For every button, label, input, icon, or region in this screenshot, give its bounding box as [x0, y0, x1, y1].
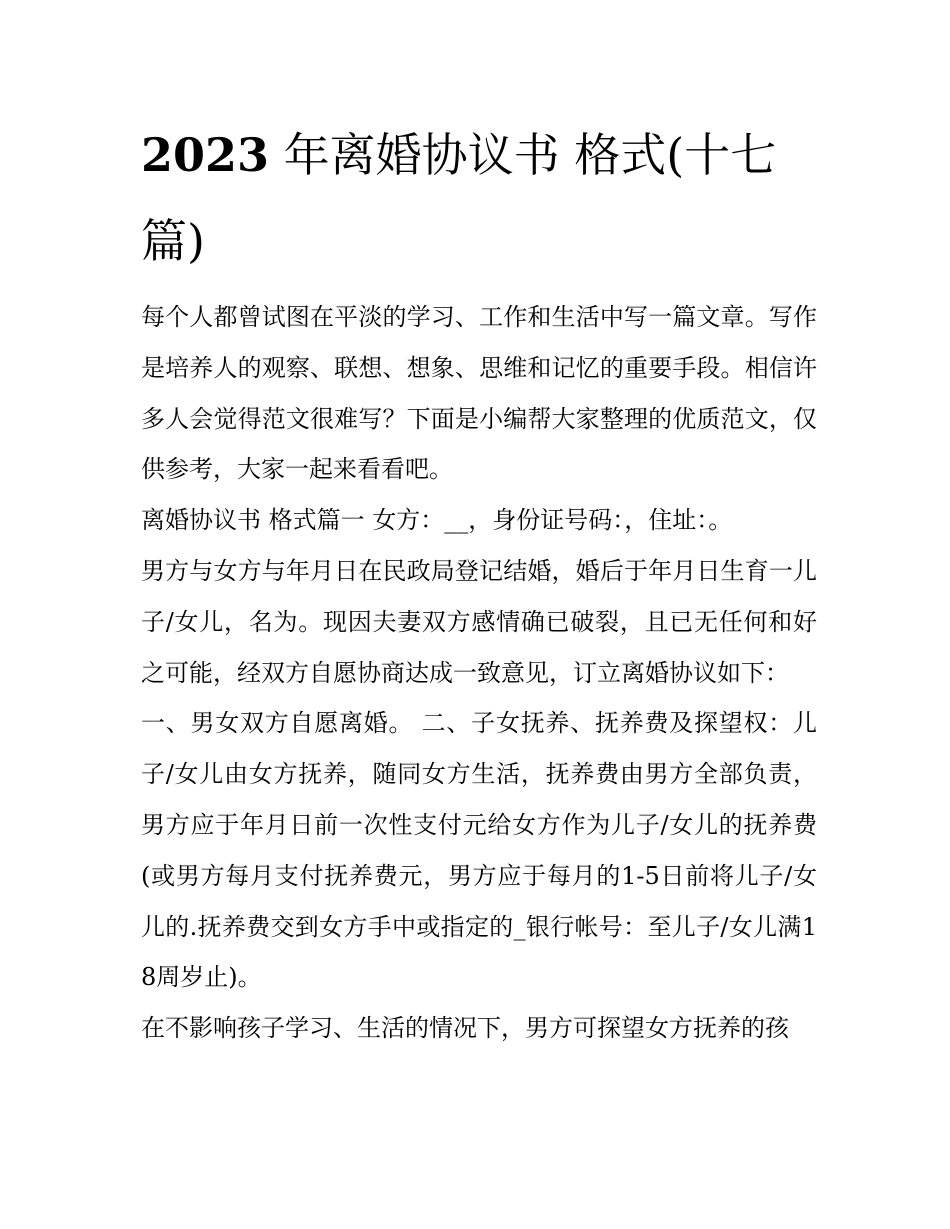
paragraph-clauses: 一、男女双方自愿离婚。 二、子女抚养、抚养费及探望权：儿子/女儿由女方抚养，随同女方生活，抚养费由男方全部负责，男方应于年月日前一次性支付元给女方作为儿子/女儿的抚养费(或男方每月支付抚养费元，男方应于每月的1-5日前将儿子/女儿的.抚养费交到女方手中或指定的_银行帐号：至儿子/女儿满18周岁止)。: [141, 709, 817, 992]
document-title: [141, 112, 817, 284]
paragraph-intro: 每个人都曾试图在平淡的学习、工作和生活中写一篇文章。写作是培养人的观察、联想、想象、思维和记忆的重要手段。相信许多人会觉得范文很难写？下面是小编帮大家整理的优质范文，仅供参考，大家一起来看看吧。: [141, 303, 817, 484]
paragraph-visitation: 在不影响孩子学习、生活的情况下，男方可探望女方抚养的孩: [141, 1014, 789, 1043]
document-body: [141, 292, 817, 1054]
title-year: 2023: [141, 128, 270, 182]
paragraph-parties: 离婚协议书 格式篇一 女方：__，身份证号码：，住址：。: [141, 506, 733, 535]
title-text: 年离婚协议书 格式(十七篇): [141, 128, 777, 268]
document-page: [141, 112, 817, 1054]
paragraph-marriage-info: 男方与女方与年月日在民政局登记结婚，婚后于年月日生育一儿子/女儿，名为。现因夫妻双方感情确已破裂，且已无任何和好之可能，经双方自愿协商达成一致意见，订立离婚协议如下：: [141, 556, 817, 687]
